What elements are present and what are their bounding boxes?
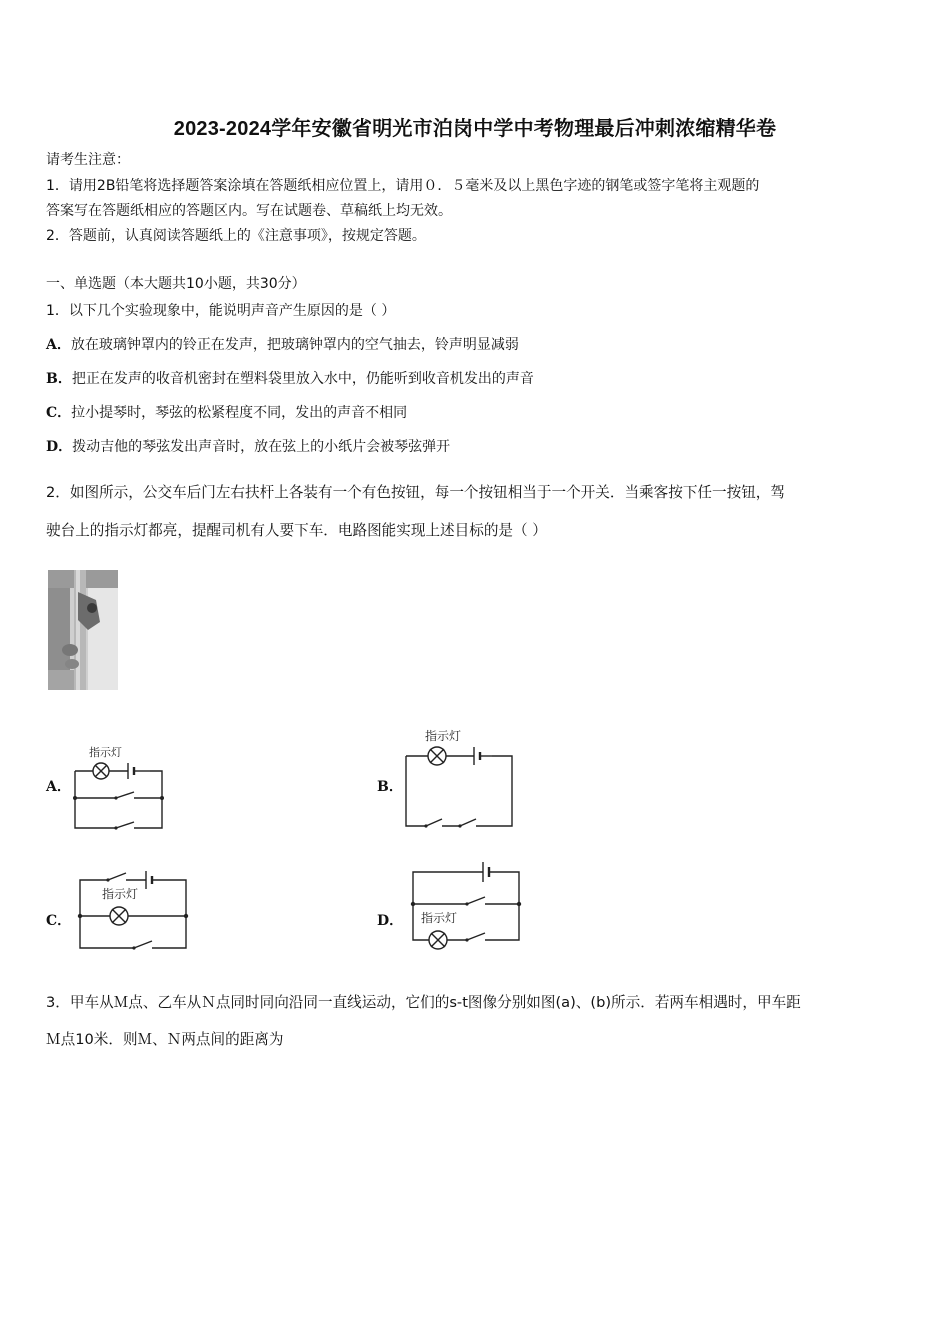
lamp-label: 指示灯 — [102, 887, 139, 901]
question-1-stem: 1．以下几个实验现象中，能说明声音产生原因的是（ ） — [46, 303, 396, 319]
lamp-label: 指示灯 — [425, 729, 462, 743]
option-text: 拉小提琴时，琴弦的松紧程度不同，发出的声音不相同 — [71, 405, 408, 421]
option-text: 放在玻璃钟罩内的铃正在发声，把玻璃钟罩内的空气抽去，铃声明显减弱 — [70, 337, 519, 353]
question-1-option-a — [46, 335, 519, 355]
question-3-stem-line-1: 3．甲车从Ｍ点、乙车从Ｎ点同时同向沿同一直线运动，它们的s-t图像分别如图(a)、(b)所示．若两车相遇时，甲车距 — [46, 994, 801, 1011]
notice-heading: 请考生注意： — [46, 152, 130, 168]
question-1-option-d — [46, 437, 450, 457]
question-1-option-b — [46, 369, 534, 389]
question-2-option-b-label: B． — [377, 779, 403, 795]
notice-item-1-line-2: 答案写在答题纸相应的答题区内。写在试题卷、草稿纸上均无效。 — [46, 203, 452, 219]
lamp-label: 指示灯 — [421, 911, 458, 925]
question-1-option-c — [46, 403, 407, 423]
circuit-diagram-c — [72, 862, 194, 958]
option-label: A． — [46, 337, 71, 353]
question-2-stem-line-2: 驶台上的指示灯都亮，提醒司机有人要下车．电路图能实现上述目标的是（ ） — [46, 522, 547, 539]
option-label: C． — [46, 405, 72, 421]
notice-item-2: 2．答题前，认真阅读答题纸上的《注意事项》，按规定答题。 — [46, 228, 426, 244]
question-2-option-d-label: D． — [377, 913, 404, 929]
option-text: 拨动吉他的琴弦发出声音时，放在弦上的小纸片会被琴弦弹开 — [72, 439, 451, 455]
question-3-stem-line-2: Ｍ点10米．则Ｍ、Ｎ两点间的距离为 — [46, 1031, 284, 1048]
page-title: 2023-2024学年安徽省明光市泊岗中学中考物理最后冲刺浓缩精华卷 — [173, 118, 777, 140]
question-2-option-c-label: C． — [46, 913, 72, 929]
option-text: 把正在发声的收音机密封在塑料袋里放入水中，仍能听到收音机发出的声音 — [71, 371, 534, 387]
section-heading: 一、单选题（本大题共10小题，共30分） — [46, 276, 306, 292]
circuit-diagram-b — [398, 726, 518, 834]
option-label: B． — [46, 371, 72, 387]
question-2-stem-line-1: 2．如图所示，公交车后门左右扶杆上各装有一个有色按钮，每一个按钮相当于一个开关．当乘客按下任一按钮，驾 — [46, 484, 785, 501]
circuit-diagram-a — [70, 742, 170, 834]
lamp-label: 指示灯 — [89, 746, 122, 759]
option-label: D． — [46, 439, 73, 455]
notice-item-1-line-1: 1．请用2B铅笔将选择题答案涂填在答题纸相应位置上，请用０．５毫米及以上黑色字迹的钢笔或签字笔将主观题的 — [46, 178, 760, 194]
bus-handrail-photo — [48, 570, 118, 690]
question-2-option-a-label: A． — [46, 779, 71, 795]
circuit-diagram-d — [405, 856, 527, 958]
